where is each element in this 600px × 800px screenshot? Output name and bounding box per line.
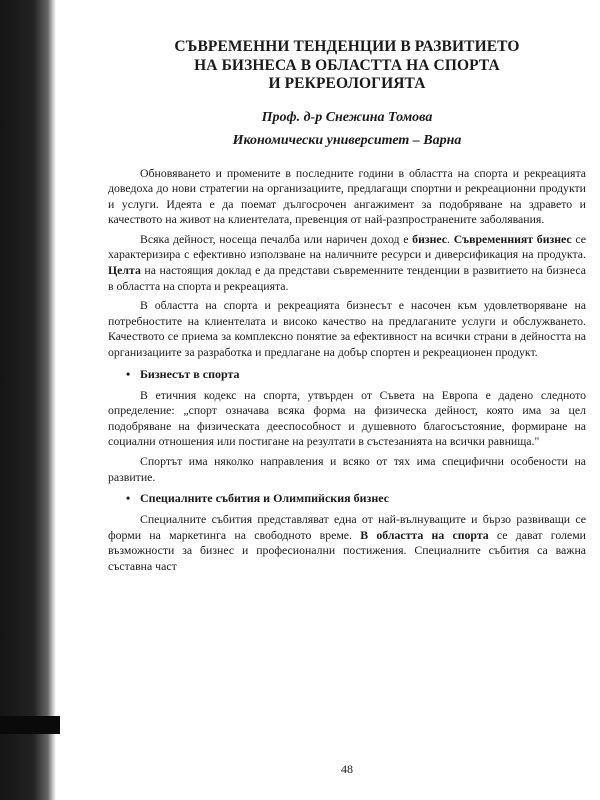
paragraph-6-bold-sport-area: В областта на спорта — [360, 527, 489, 542]
section-heading-special-events — [126, 490, 586, 506]
paragraph-2-bold-goal: Целта — [108, 263, 141, 278]
paragraph-2-text-g: на настоящия доклад е да представи съвременните тенденции в развитието на бизнеса в областта на спорта и рекреацията. — [108, 263, 586, 293]
section-heading-text: Специалните събития и Олимпийския бизнес — [140, 491, 390, 506]
page-number: 48 — [341, 762, 353, 776]
title-line-1: СЪВРЕМЕННИ ТЕНДЕНЦИИ В РАЗВИТИЕТО — [174, 38, 520, 55]
paragraph-2-text-c: . — [447, 231, 454, 246]
scan-binding-notch — [0, 716, 60, 734]
paragraph-2-text-e: се характеризира с ефективно използване на наличните ресурси и диверсификация на продукта. — [108, 231, 586, 262]
paragraph-6-text-a: Специалните събития представляват една от най-вълнуващите и бързо развиващи се форми на маркетинга на свободното време. — [108, 512, 586, 542]
author-block — [108, 106, 586, 152]
title-line-2: НА БИЗНЕСА В ОБЛАСТТА НА СПОРТА — [194, 56, 500, 74]
paragraph-2-text-a: Всяка дейност, носеща печалба или наричен доход е — [140, 231, 413, 246]
section-heading-business-in-sport — [126, 366, 586, 382]
bullet-symbol: • — [126, 491, 131, 506]
paragraph-2-bold-business: бизнес — [412, 231, 448, 246]
bullet-symbol: • — [126, 366, 131, 381]
section-heading-text: Бизнесът в спорта — [140, 366, 240, 381]
paragraph-2 — [108, 232, 586, 294]
author-affiliation: Икономически университет – Варна — [232, 132, 462, 148]
author-name: Проф. д-р Снежина Томова — [261, 109, 433, 125]
paragraph-2-bold-modern-business: Съвременният бизнес — [453, 231, 572, 246]
scan-binding-shadow — [0, 0, 56, 800]
paragraph-4: В етичния кодекс на спорта, утвърден от Съвета на Европа е дадено следното определение: „спорт означава всяка форма на физическа дейност, която има за цел подобряване на физическата дееспособност и душевното благосъстояние, формиране на социални отношения или постигане на резултати в състезанията на всички равнища." — [108, 387, 586, 449]
paragraph-6 — [108, 512, 586, 574]
title-line-3: И РЕКРЕОЛОГИЯТА — [268, 75, 426, 92]
paragraph-1: Обновяването и промените в последните години в областта на спорта и рекреацията доведоха до нови стратегии на организациите, предлагащи спортни и рекреационни продукти и услуги. Идеята е да поемат дългосрочен ангажимент за подобряване на здравето и качеството на живот на клиентелата, превенция от най-разпространените заболявания. — [108, 165, 586, 227]
document-page — [108, 38, 586, 790]
article-title — [108, 38, 586, 94]
paragraph-6-text-c: се дават големи възможности за бизнес и професионални постижения. Специалните събития са важна съставна част — [108, 527, 586, 573]
paragraph-5: Спортът има няколко направления и всяко от тях има специфични особености на развитие. — [108, 454, 586, 484]
paragraph-3: В областта на спорта и рекреацията бизнесът е насочен към удовлетворяване на потребностите на клиентелата и високо качество на предлаганите услуги и обслужването. Качеството се приема за комплексно понятие за ефективност на всички страни в дейността на организациите за разработка и предлагане на добър спортен и рекреационен продукт. — [108, 298, 586, 360]
